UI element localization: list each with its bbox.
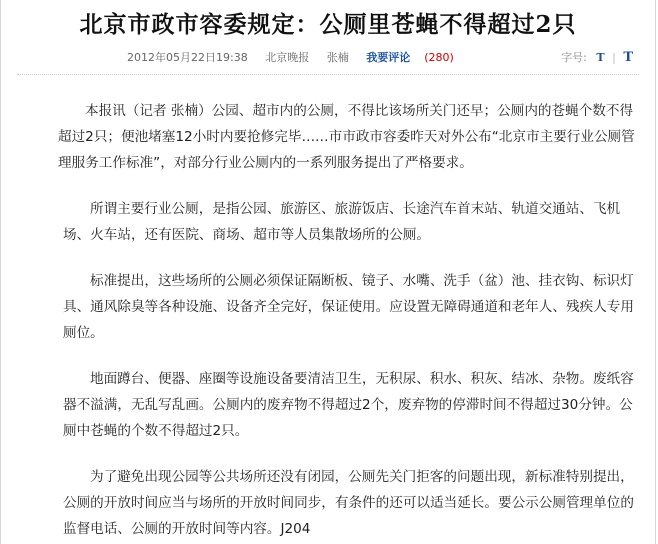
author-name: 张楠 <box>326 51 349 64</box>
paragraph: 本报讯（记者 张楠）公园、超市内的公厕，不得比该场所关门还早；公厕内的苍蝇个数不得超过2只；便池堵塞12小时内要抢修完毕……市市政市容委昨天对外公布“北京市主要行业公厕管理服务工作标准”，对部分行业公厕内的一系列服务提出了严格要求。 <box>58 103 635 171</box>
article-headline: 北京市政市容委规定：公厕里苍蝇不得超过2只 <box>79 11 577 38</box>
article-body <box>58 98 635 544</box>
font-size-label: 字号: <box>561 51 587 64</box>
publish-datetime: 2012年05月22日19:38 <box>127 51 248 64</box>
comment-count[interactable]: (280) <box>424 51 454 64</box>
font-size-separator: | <box>612 51 616 64</box>
paragraph: 所谓主要行业公厕，是指公园、旅游区、旅游饭店、长途汽车首末站、轨道交通站、飞机场、火车站，还有医院、商场、超市等人员集散场所的公厕。 <box>63 201 621 243</box>
meta-items <box>127 48 468 68</box>
article-meta <box>1 48 655 68</box>
paragraph: 标准提出，这些场所的公厕必须保证隔断板、镜子、水嘴、洗手（盆）池、挂衣钩、标识灯具、通风除臭等各种设施、设备齐全完好，保证使用。应设置无障碍通道和老年人、残疾人专用厕位。 <box>63 273 634 341</box>
font-large-button[interactable]: T <box>623 50 633 65</box>
source-name[interactable]: 北京晚报 <box>265 51 310 64</box>
font-small-button[interactable]: T <box>596 51 605 64</box>
paragraph: 地面蹲台、便器、座圈等设施设备要清洁卫生，无积尿、积水、积灰、结冰、杂物。废纸容器不溢满，无乱写乱画。公厕内的废弃物不得超过2个，废弃物的停滞时间不得超过30分钟。公厕中苍蝇的个数不得超过2只。 <box>63 371 634 439</box>
comment-link[interactable] <box>366 51 468 64</box>
comment-label[interactable]: 我要评论 <box>366 51 411 64</box>
font-size-control <box>561 48 633 68</box>
meta-divider <box>17 74 639 75</box>
paragraph: 为了避免出现公园等公共场所还没有闭园，公厕先关门拒客的问题出现，新标准特别提出，公厕的开放时间应当与场所的开放时间同步，有条件的还可以适当延长。要公示公厕管理单位的监督电话、公厕的开放时间等内容。J204 <box>63 469 634 537</box>
